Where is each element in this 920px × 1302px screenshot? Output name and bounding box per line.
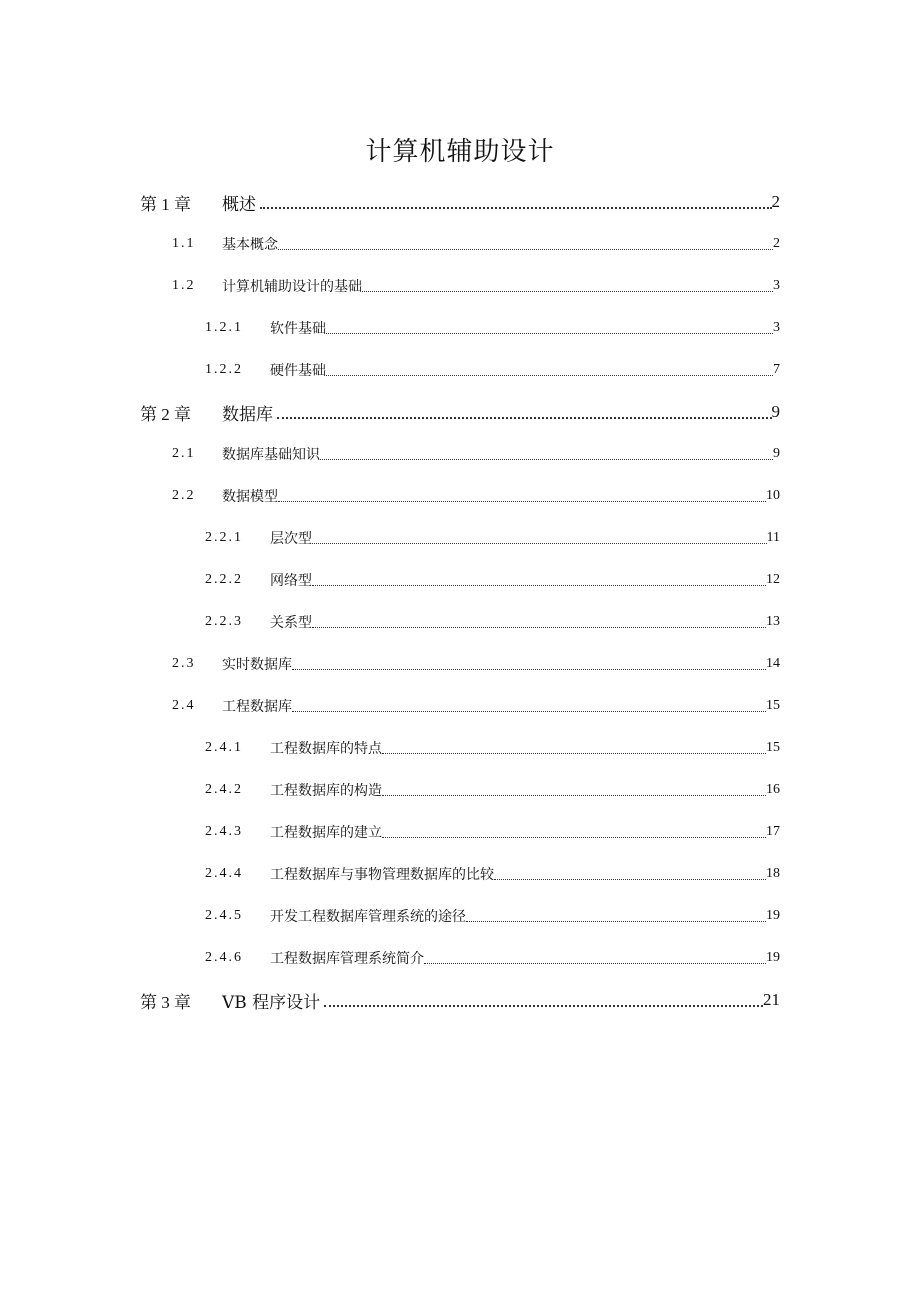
toc-entry-page: 15	[766, 698, 780, 713]
dot-leader	[382, 837, 766, 838]
toc-entry-title: 数据模型	[222, 489, 278, 505]
toc-entry[interactable]	[0, 433, 920, 475]
toc-entry-title: 概述	[222, 194, 256, 215]
dot-leader	[312, 627, 766, 628]
dot-leader	[320, 459, 773, 460]
dot-leader	[312, 585, 766, 586]
toc-entry-title: 工程数据库的特点	[270, 741, 382, 757]
toc-entry-page: 18	[766, 866, 780, 881]
toc-entry-page: 17	[766, 824, 780, 839]
toc-entry-number: 2.4.6	[205, 950, 243, 965]
toc-entry-title: 工程数据库	[222, 699, 292, 715]
toc-entry-number: 2.4.2	[205, 782, 243, 797]
toc-entry[interactable]	[0, 853, 920, 895]
toc-entry-number: 第 1 章	[140, 194, 191, 214]
dot-leader	[292, 711, 766, 712]
toc-entry[interactable]	[0, 979, 920, 1021]
toc-entry-number: 2.3	[172, 656, 196, 671]
toc-entry-page: 2	[773, 236, 780, 251]
toc-entry[interactable]	[0, 349, 920, 391]
toc-entry-page: 12	[766, 572, 780, 587]
dot-leader	[278, 501, 766, 502]
dot-leader	[260, 207, 772, 209]
toc-entry[interactable]	[0, 685, 920, 727]
toc-entry[interactable]	[0, 265, 920, 307]
toc-entry-page: 21	[763, 990, 780, 1009]
toc-entry-title: 工程数据库管理系统简介	[270, 951, 424, 967]
dot-leader	[362, 291, 773, 292]
toc-entry-page: 16	[766, 782, 780, 797]
dot-leader	[312, 543, 767, 544]
toc-entry[interactable]	[0, 475, 920, 517]
toc-entry-title: 工程数据库与事物管理数据库的比较	[270, 867, 494, 883]
toc-entry[interactable]	[0, 391, 920, 433]
toc-entry[interactable]	[0, 517, 920, 559]
toc-entry[interactable]	[0, 181, 920, 223]
dot-leader	[424, 963, 766, 964]
toc-entry-title: 数据库基础知识	[222, 447, 320, 463]
dot-leader	[277, 417, 772, 419]
toc-entry-number: 2.2.1	[205, 530, 243, 545]
toc-entry[interactable]	[0, 643, 920, 685]
toc-entry[interactable]	[0, 895, 920, 937]
toc-entry-title: 软件基础	[270, 321, 326, 337]
dot-leader	[292, 669, 766, 670]
toc-entry[interactable]	[0, 811, 920, 853]
toc-entry-page: 3	[773, 278, 780, 293]
dot-leader	[494, 879, 766, 880]
toc-entry[interactable]	[0, 307, 920, 349]
toc-entry-page: 19	[766, 908, 780, 923]
toc-entry[interactable]	[0, 937, 920, 979]
toc-entry-title: 基本概念	[222, 237, 278, 253]
toc-entry[interactable]	[0, 601, 920, 643]
toc-entry-page: 3	[773, 320, 780, 335]
toc-entry-number: 2.2	[172, 488, 196, 503]
dot-leader	[326, 333, 773, 334]
toc-entry-page: 13	[766, 614, 780, 629]
document-title: 计算机辅助设计	[365, 137, 555, 167]
toc-entry-number: 2.4.5	[205, 908, 243, 923]
toc-entry-page: 14	[766, 656, 780, 671]
toc-entry-number: 1.2.2	[205, 362, 243, 377]
toc-entry-title: 计算机辅助设计的基础	[222, 279, 362, 295]
toc-entry-page: 15	[766, 740, 780, 755]
toc-entry-title: 层次型	[270, 531, 312, 547]
toc-entry-page: 9	[773, 446, 780, 461]
dot-leader	[466, 921, 766, 922]
toc-entry-title: 关系型	[270, 615, 312, 631]
toc-entry-number: 第 2 章	[140, 404, 191, 424]
toc-entry-title: 工程数据库的建立	[270, 825, 382, 841]
toc-entry-title: 工程数据库的构造	[270, 783, 382, 799]
toc-entry-number: 2.4.4	[205, 866, 243, 881]
dot-leader	[382, 753, 766, 754]
toc-entry-number: 2.2.2	[205, 572, 243, 587]
toc-entry-number: 2.4.1	[205, 740, 243, 755]
toc-entry-number: 1.2	[172, 278, 196, 293]
toc-entry[interactable]	[0, 559, 920, 601]
toc-entry[interactable]	[0, 223, 920, 265]
dot-leader	[278, 249, 773, 250]
toc-entry-number: 1.2.1	[205, 320, 243, 335]
toc-entry-number: 2.4	[172, 698, 196, 713]
toc-entry-number: 第 3 章	[140, 992, 191, 1012]
table-of-contents	[0, 181, 920, 1021]
toc-entry-page: 9	[771, 402, 780, 421]
toc-entry-number: 1.1	[172, 236, 196, 251]
toc-entry-number: 2.2.3	[205, 614, 243, 629]
dot-leader	[324, 1005, 763, 1007]
toc-entry-title: 实时数据库	[222, 657, 292, 673]
toc-entry-page: 11	[766, 530, 780, 545]
toc-entry-page: 10	[766, 488, 780, 503]
toc-entry-title: 硬件基础	[270, 363, 326, 379]
toc-entry-number: 2.4.3	[205, 824, 243, 839]
toc-entry-title: VB 程序设计	[222, 992, 321, 1013]
toc-entry-title: 开发工程数据库管理系统的途径	[270, 909, 466, 925]
dot-leader	[382, 795, 766, 796]
toc-entry-title: 数据库	[222, 404, 273, 425]
toc-entry-page: 2	[771, 192, 780, 211]
toc-entry-page: 7	[773, 362, 780, 377]
toc-entry[interactable]	[0, 769, 920, 811]
toc-entry[interactable]	[0, 727, 920, 769]
dot-leader	[326, 375, 773, 376]
toc-entry-page: 19	[766, 950, 780, 965]
toc-entry-title: 网络型	[270, 573, 312, 589]
toc-entry-number: 2.1	[172, 446, 196, 461]
